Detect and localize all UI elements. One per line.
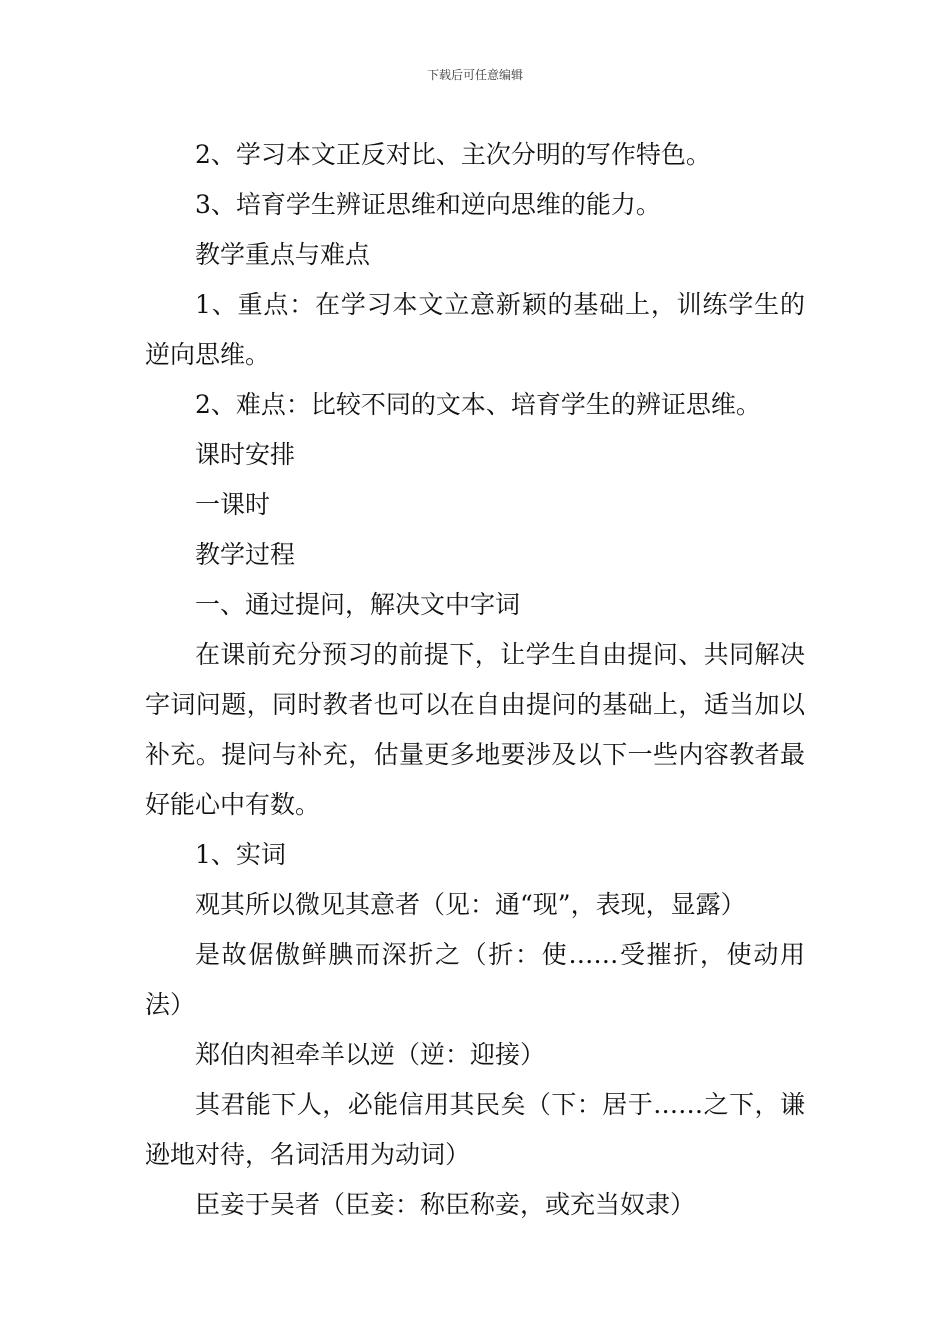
- section-heading: 教学过程: [195, 540, 296, 569]
- paragraph: 1、重点：在学习本文立意新颖的基础上，训练学生的逆向思维。: [145, 290, 805, 369]
- subsection-heading: 一、通过提问，解决文中字词: [195, 590, 521, 619]
- paragraph: 郑伯肉袒牵羊以逆（逆：迎接）: [195, 1040, 546, 1069]
- paragraph: 其君能下人，必能信用其民矣（下：居于……之下，谦逊地对待，名词活用为动词）: [145, 1090, 805, 1169]
- paragraph: 臣妾于吴者（臣妾：称臣称妾，或充当奴隶）: [195, 1190, 696, 1219]
- paragraph: 2、难点：比较不同的文本、培育学生的辨证思维。: [195, 390, 761, 419]
- paragraph: 一课时: [195, 490, 271, 519]
- page-header: 下载后可任意编辑: [426, 68, 523, 82]
- section-heading: 教学重点与难点: [195, 240, 371, 269]
- paragraph: 2、学习本文正反对比、主次分明的写作特色。: [195, 140, 711, 169]
- subsection-heading: 1、实词: [195, 840, 286, 869]
- paragraph: 观其所以微见其意者（见：通“现”，表现，显露）: [195, 890, 746, 919]
- paragraph: 在课前充分预习的前提下，让学生自由提问、共同解决字词问题，同时教者也可以在自由提问的基础上，适当加以补充。提问与补充，估量更多地要涉及以下一些内容教者最好能心中有数。: [145, 640, 805, 819]
- document-body: [145, 130, 805, 1230]
- paragraph: 是故倨傲鲜腆而深折之（折：使……受摧折，使动用法）: [145, 940, 805, 1019]
- paragraph: 3、培育学生辨证思维和逆向思维的能力。: [195, 190, 661, 219]
- section-heading: 课时安排: [195, 440, 296, 469]
